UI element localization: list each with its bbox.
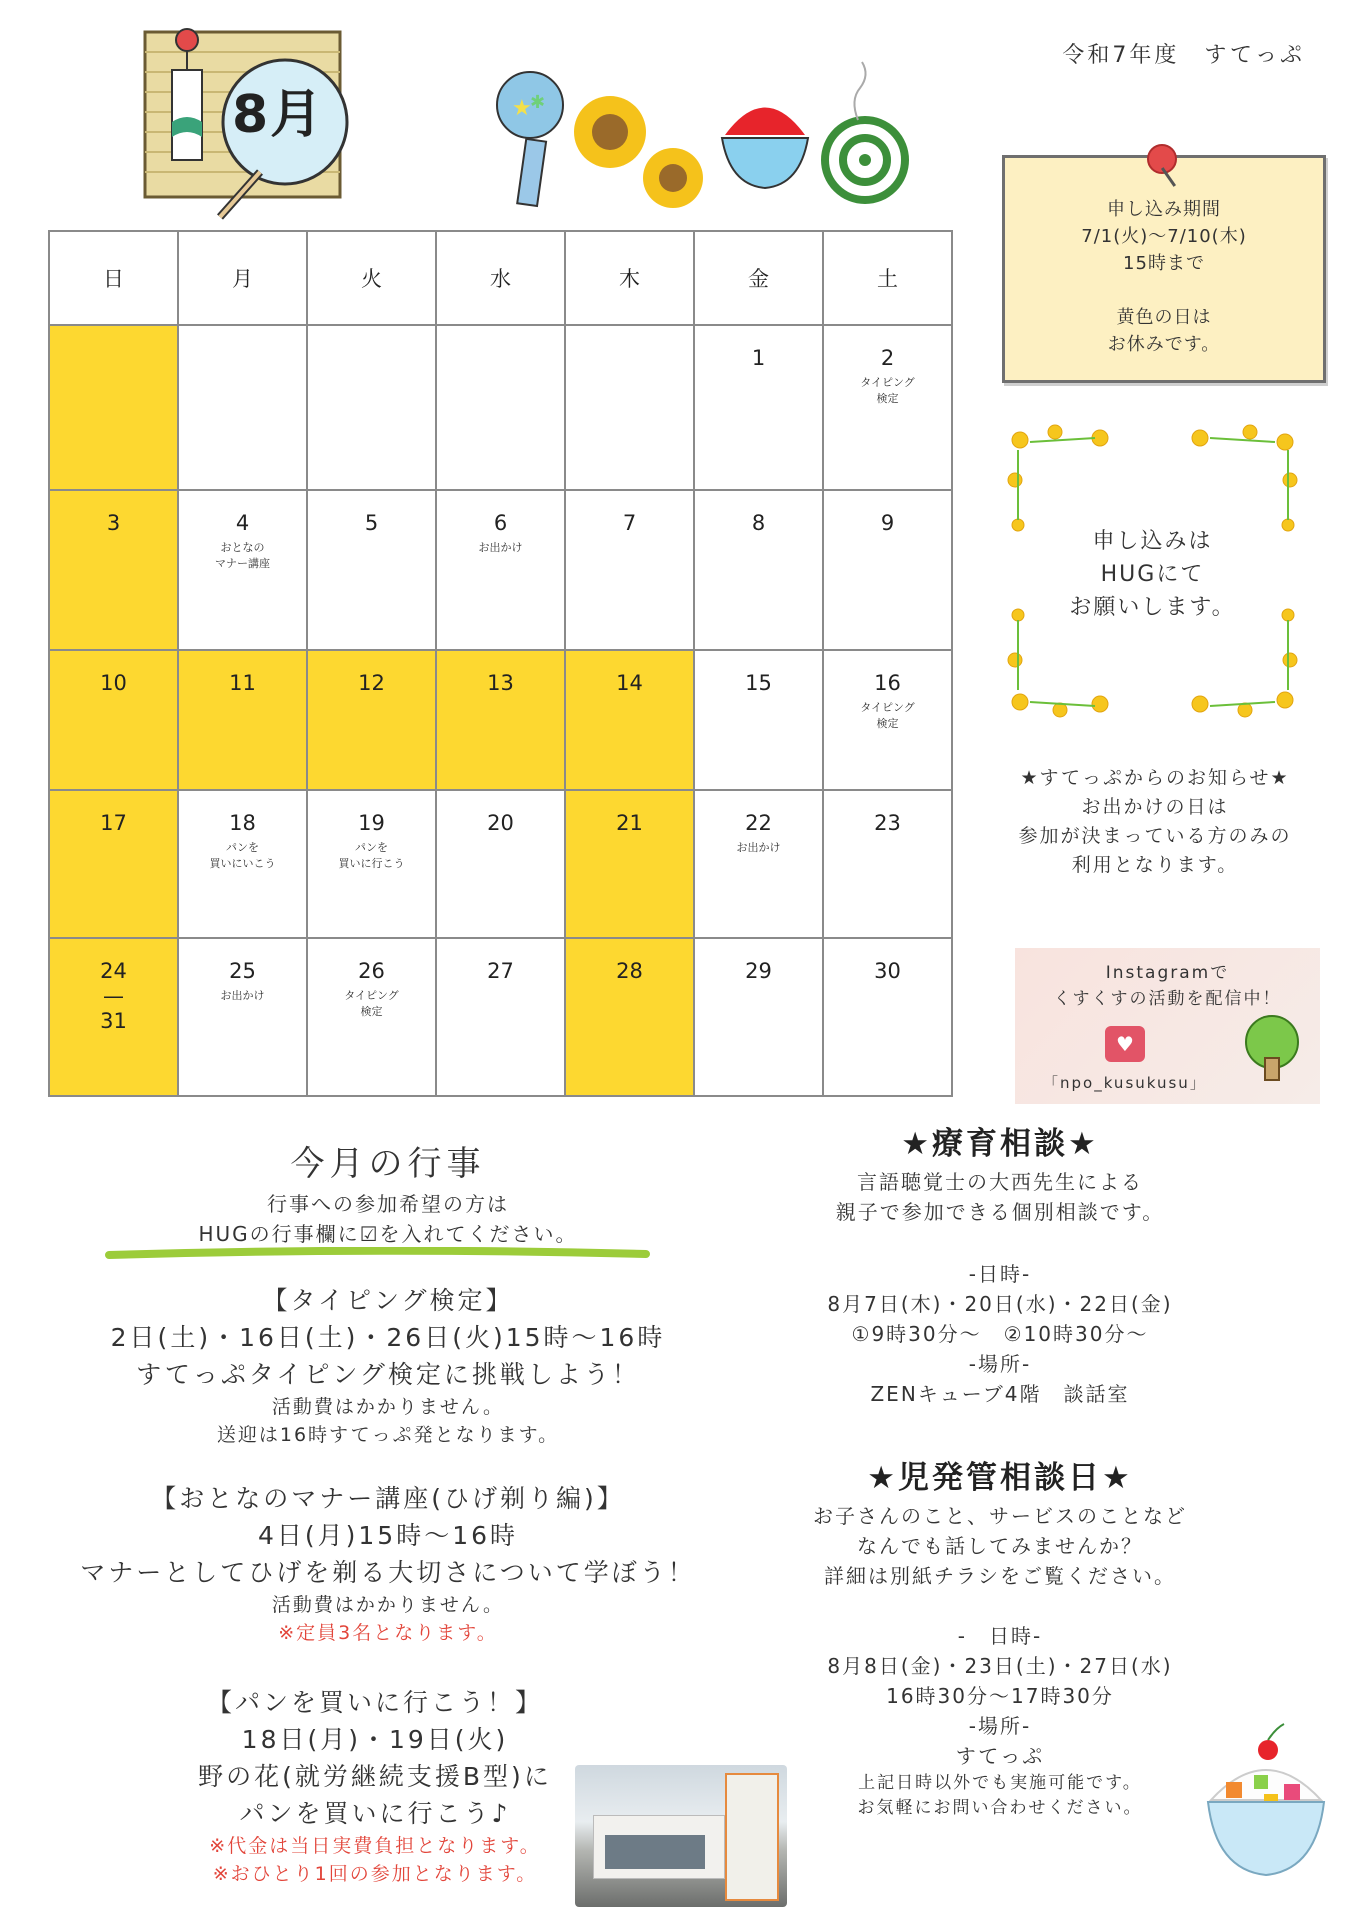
day-event: パンを 買いにいこう [209, 841, 276, 871]
calendar-day-cell [823, 490, 952, 650]
calendar-day-cell [823, 938, 952, 1096]
day-number: 24 — 31 [100, 959, 127, 1034]
typing-section [18, 1282, 758, 1449]
calendar-day-cell [823, 790, 952, 938]
typing-dates: 2日(土)・16日(土)・26日(火)15時〜16時 [110, 1323, 666, 1352]
therapy-section [750, 1118, 1250, 1409]
day-number: 9 [880, 511, 895, 535]
day-event: タイピング 検定 [860, 701, 915, 731]
bread-dates: 18日(月)・19日(火) [241, 1725, 509, 1754]
day-number: 8 [751, 511, 766, 535]
weekday-mon: 月 [178, 231, 307, 325]
day-number: 26 [358, 959, 385, 983]
day-event: お出かけ [478, 541, 523, 555]
calendar-day-cell [565, 938, 694, 1096]
weekday-wed: 水 [436, 231, 565, 325]
month-badge: 8月 [232, 85, 325, 145]
consult-line2: なんでも話してみませんか？ [857, 1534, 1143, 1558]
therapy-place: ZENキューブ4階 談話室 [870, 1382, 1130, 1406]
manner-section [18, 1480, 758, 1647]
calendar-week-row [49, 490, 952, 650]
calendar-day-cell [565, 490, 694, 650]
calendar-day-cell [694, 790, 823, 938]
calendar-week-row [49, 790, 952, 938]
weekday-tue: 火 [307, 231, 436, 325]
notice-line: 参加が決まっている方のみの [1018, 825, 1292, 847]
day-number: 18 [229, 811, 256, 835]
calendar-day-cell [49, 490, 178, 650]
instagram-banner[interactable] [1015, 948, 1320, 1104]
day-number: 12 [358, 671, 385, 695]
bread-note1: ※代金は当日実費負担となります。 [209, 1835, 541, 1857]
consult-when-heading: - 日時- [957, 1624, 1043, 1648]
manner-desc: マナーとしてひげを剃る大切さについて学ぼう！ [80, 1558, 696, 1587]
instagram-line1: Instagramで [1105, 963, 1230, 983]
consult-note1: 上記日時以外でも実施可能です。 [858, 1773, 1142, 1793]
day-number: 16 [874, 671, 901, 695]
day-number: 3 [106, 511, 121, 535]
day-number: 4 [235, 511, 250, 535]
note-line: 15時まで [1123, 253, 1205, 274]
consult-times: 16時30分〜17時30分 [886, 1684, 1114, 1708]
day-number: 6 [493, 511, 508, 535]
notice-line: お出かけの日は [1081, 796, 1229, 818]
day-number: 11 [229, 671, 256, 695]
day-number: 7 [622, 511, 637, 535]
calendar [48, 230, 953, 1097]
manner-title: 【おとなのマナー講座(ひげ剃り編)】 [151, 1484, 625, 1513]
tree-icon [1237, 1014, 1307, 1084]
note-line: お休みです。 [1107, 334, 1221, 355]
bread-line2: パンを買いに行こう♪ [239, 1799, 511, 1828]
calendar-day-cell [565, 325, 694, 490]
consult-section [750, 1452, 1250, 1821]
therapy-line1: 言語聴覚士の大西先生による [857, 1170, 1143, 1194]
calendar-day-cell [307, 490, 436, 650]
events-title: 今月の行事 [290, 1144, 486, 1184]
consult-place: すてっぷ [955, 1744, 1045, 1768]
calendar-day-cell [49, 325, 178, 490]
typing-pickup: 送迎は16時すてっぷ発となります。 [216, 1424, 560, 1446]
bread-title: 【パンを買いに行こう！】 [206, 1688, 543, 1717]
calendar-week-row [49, 650, 952, 790]
bread-section [150, 1684, 600, 1888]
day-number: 23 [874, 811, 901, 835]
consult-title: ★児発管相談日★ [867, 1460, 1133, 1496]
calendar-day-cell [49, 790, 178, 938]
note-line: 申し込み期間 [1107, 199, 1221, 220]
calendar-week-row [49, 938, 952, 1096]
calendar-day-cell [436, 938, 565, 1096]
day-number: 27 [487, 959, 514, 983]
calendar-day-cell [436, 790, 565, 938]
day-event: タイピング 検定 [344, 989, 399, 1019]
day-event: おとなの マナー講座 [215, 541, 270, 571]
therapy-line2: 親子で参加できる個別相談です。 [835, 1200, 1165, 1224]
hug-line: HUGにて [1100, 562, 1205, 587]
calendar-day-cell [436, 490, 565, 650]
therapy-dates: 8月7日(木)・20日(水)・22日(金) [827, 1292, 1173, 1316]
events-section [18, 1136, 758, 1249]
calendar-day-cell [694, 490, 823, 650]
green-underline [105, 1247, 650, 1261]
day-number: 1 [751, 346, 766, 370]
day-number: 25 [229, 959, 256, 983]
manner-fee: 活動費はかかりません。 [271, 1594, 505, 1616]
calendar-day-cell [436, 325, 565, 490]
calendar-day-cell [307, 790, 436, 938]
weekday-row [49, 231, 952, 325]
day-number: 2 [880, 346, 895, 370]
calendar-day-cell [178, 325, 307, 490]
day-number: 14 [616, 671, 643, 695]
calendar-day-cell [178, 490, 307, 650]
calendar-day-cell [307, 938, 436, 1096]
instagram-handle: 「npo_kusukusu」 [1043, 1074, 1207, 1092]
day-number: 10 [100, 671, 127, 695]
calendar-day-cell [694, 938, 823, 1096]
calendar-day-cell [49, 650, 178, 790]
calendar-day-cell [436, 650, 565, 790]
notice-line: ★すてっぷからのお知らせ★ [1020, 767, 1290, 789]
day-event: お出かけ [736, 841, 781, 855]
svg-text:★: ★ [512, 96, 532, 121]
note-line: 黄色の日は [1116, 307, 1212, 328]
calendar-day-cell [823, 650, 952, 790]
day-number: 15 [745, 671, 772, 695]
therapy-title: ★療育相談★ [901, 1126, 1099, 1162]
events-intro1: 行事への参加希望の方は [267, 1192, 509, 1216]
day-number: 20 [487, 811, 514, 835]
calendar-day-cell [565, 790, 694, 938]
typing-fee: 活動費はかかりません。 [271, 1396, 505, 1418]
calendar-day-cell [565, 650, 694, 790]
day-number: 5 [364, 511, 379, 535]
hug-line: お願いします。 [1069, 595, 1236, 620]
day-number: 21 [616, 811, 643, 835]
day-number: 17 [100, 811, 127, 835]
events-intro2: HUGの行事欄に☑を入れてください。 [198, 1222, 578, 1246]
calendar-week-row [49, 325, 952, 490]
consult-note2: お気軽にお問い合わせください。 [857, 1798, 1143, 1818]
bread-note2: ※おひとり1回の参加となります。 [212, 1863, 538, 1885]
calendar-day-cell [307, 650, 436, 790]
application-period-note [1002, 155, 1326, 383]
manner-capacity: ※定員3名となります。 [278, 1622, 498, 1644]
day-number: 29 [745, 959, 772, 983]
therapy-times: ①9時30分〜 ②10時30分〜 [851, 1322, 1149, 1346]
consult-line3: 詳細は別紙チラシをご覧ください。 [824, 1564, 1176, 1588]
weekday-fri: 金 [694, 231, 823, 325]
bakery-window [605, 1835, 705, 1869]
calendar-day-cell [178, 650, 307, 790]
day-event: お出かけ [220, 989, 265, 1003]
weekday-sun: 日 [49, 231, 178, 325]
therapy-where-heading: -場所- [968, 1352, 1032, 1376]
svg-text:✱: ✱ [530, 92, 546, 113]
summer-icons [490, 60, 910, 220]
typing-desc: すてっぷタイピング検定に挑戦しよう！ [136, 1360, 640, 1389]
org-name: 令和7年度 すてっぷ [1062, 43, 1305, 68]
shaved-ice-icon [1196, 1720, 1336, 1895]
day-event: タイピング 検定 [860, 376, 915, 406]
day-event: パンを 買いに行こう [338, 841, 405, 871]
instagram-line2: くすくすの活動を配信中！ [1053, 989, 1282, 1009]
weekday-thu: 木 [565, 231, 694, 325]
calendar-day-cell [694, 325, 823, 490]
day-number: 19 [358, 811, 385, 835]
manner-dates: 4日(月)15時〜16時 [257, 1521, 519, 1550]
note-line [1005, 277, 1323, 304]
day-number: 28 [616, 959, 643, 983]
calendar-day-cell [694, 650, 823, 790]
heart-icon: ♥ [1105, 1026, 1145, 1062]
note-line: 7/1(火)〜7/10(木) [1081, 226, 1247, 247]
bread-line1: 野の花(就労継続支援B型)に [198, 1762, 552, 1791]
day-number: 22 [745, 811, 772, 835]
therapy-when-heading: -日時- [968, 1262, 1032, 1286]
hug-line: 申し込みは [1092, 529, 1213, 554]
calendar-day-cell [49, 938, 178, 1096]
consult-dates: 8月8日(金)・23日(土)・27日(水) [827, 1654, 1173, 1678]
day-number: 13 [487, 671, 514, 695]
consult-line1: お子さんのこと、サービスのことなど [813, 1504, 1187, 1528]
step-notice [970, 764, 1340, 880]
consult-where-heading: -場所- [968, 1714, 1032, 1738]
calendar-day-cell [307, 325, 436, 490]
typing-title: 【タイピング検定】 [262, 1286, 514, 1315]
notice-line: 利用となります。 [1071, 854, 1239, 876]
weekday-sat: 土 [823, 231, 952, 325]
day-number: 30 [874, 959, 901, 983]
calendar-day-cell [178, 938, 307, 1096]
hug-flower-frame [1000, 420, 1305, 720]
calendar-day-cell [823, 325, 952, 490]
calendar-day-cell [178, 790, 307, 938]
